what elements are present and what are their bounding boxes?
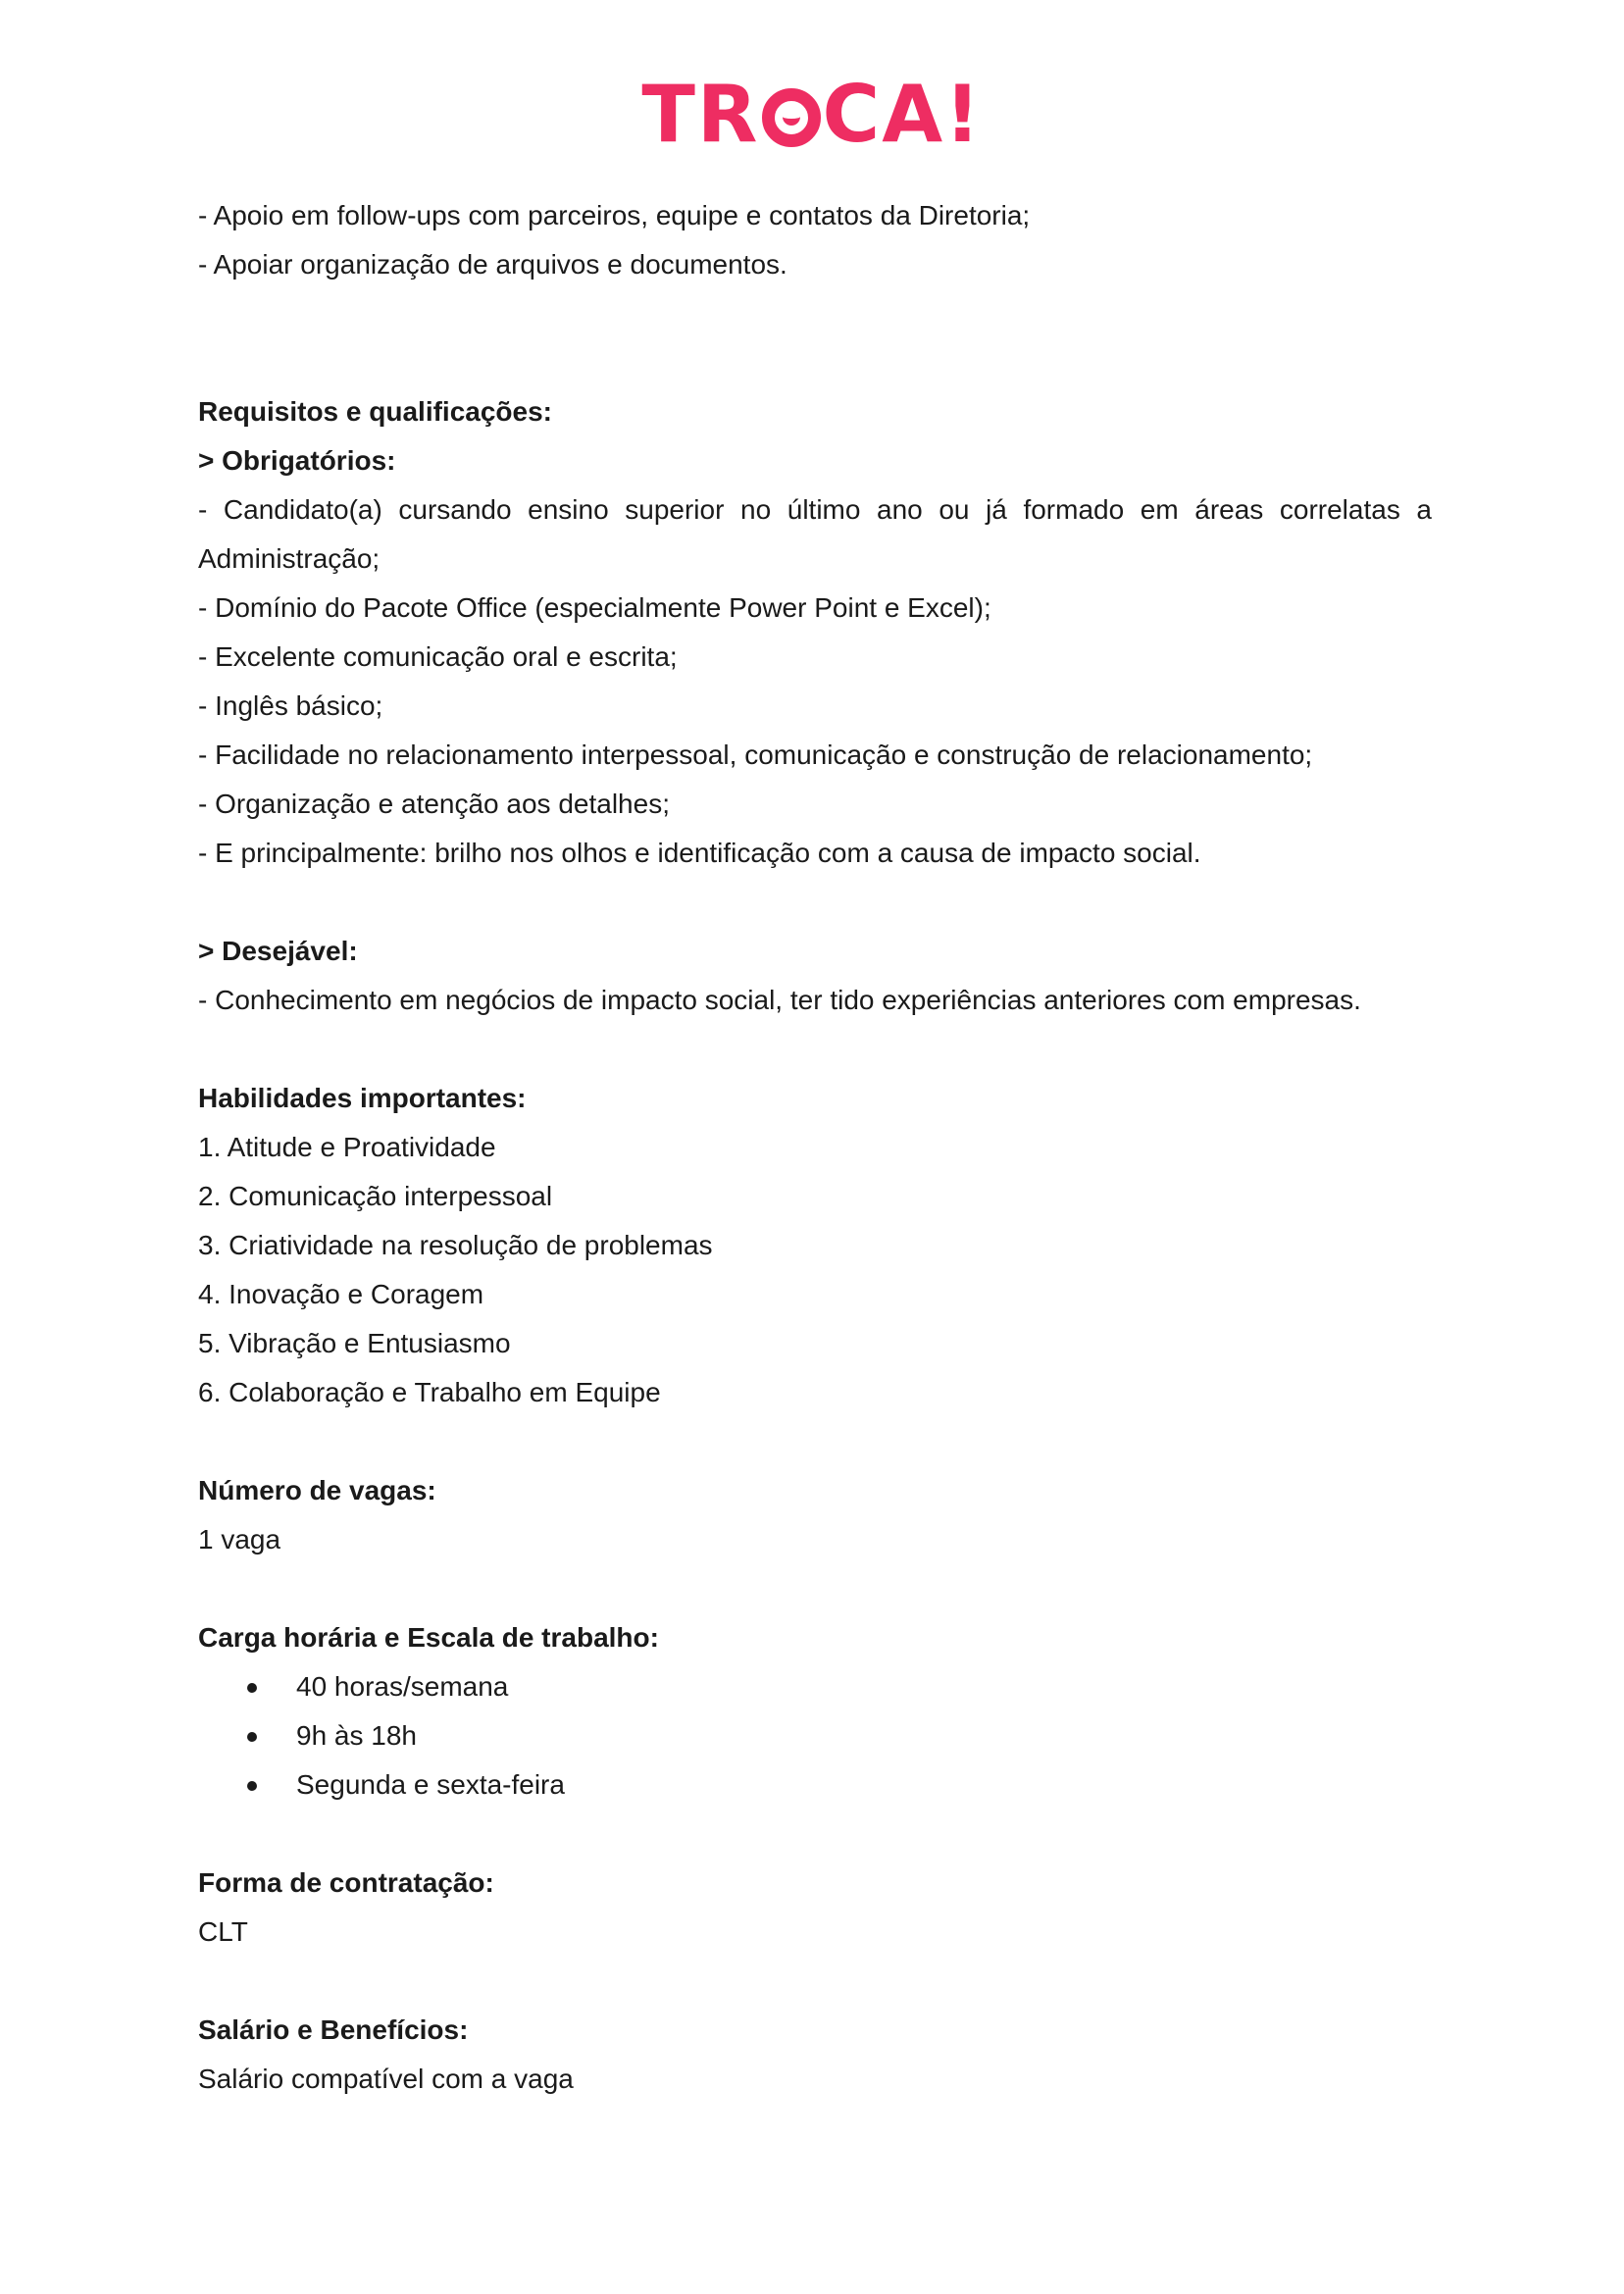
logo-text-start: TR [641, 69, 760, 160]
mandatory-item: - Inglês básico; [198, 690, 383, 721]
skill-item: 1. Atitude e Proatividade [198, 1132, 496, 1162]
bullet-icon [247, 1781, 257, 1791]
skill-item: 5. Vibração e Entusiasmo [198, 1328, 511, 1358]
schedule-heading: Carga horária e Escala de trabalho: [198, 1622, 659, 1653]
schedule-item: 9h às 18h [198, 1711, 1432, 1760]
bullet-icon [247, 1683, 257, 1693]
smile-o-icon [762, 88, 821, 147]
salary-value: Salário compatível com a vaga [198, 2064, 574, 2094]
intro-item: - Apoio em follow-ups com parceiros, equipe e contatos da Diretoria; [198, 200, 1031, 230]
contract-heading: Forma de contratação: [198, 1867, 494, 1898]
openings-value: 1 vaga [198, 1524, 281, 1555]
skill-item: 4. Inovação e Coragem [198, 1279, 484, 1309]
contract-value: CLT [198, 1916, 248, 1947]
skill-item: 2. Comunicação interpessoal [198, 1181, 553, 1211]
troca-logo [0, 71, 1624, 159]
desirable-item: - Conhecimento em negócios de impacto social, ter tido experiências anteriores com empresas. [198, 985, 1361, 1015]
skills-heading: Habilidades importantes: [198, 1083, 527, 1113]
intro-item: - Apoiar organização de arquivos e documentos. [198, 249, 787, 280]
salary-heading: Salário e Benefícios: [198, 2014, 469, 2045]
schedule-item: Segunda e sexta-feira [198, 1760, 1432, 1810]
mandatory-item: - Domínio do Pacote Office (especialmente Power Point e Excel); [198, 592, 991, 623]
mandatory-item: - E principalmente: brilho nos olhos e identificação com a causa de impacto social. [198, 838, 1201, 868]
mandatory-item: - Organização e atenção aos detalhes; [198, 789, 670, 819]
mandatory-item: - Candidato(a) cursando ensino superior no último ano ou já formado em áreas correlatas a [198, 494, 1432, 525]
schedule-list [198, 1662, 1432, 1810]
mandatory-item: Administração; [198, 543, 381, 574]
logo-text-end: CA! [822, 69, 983, 160]
bullet-icon [247, 1732, 257, 1742]
requirements-heading: Requisitos e qualificações: [198, 396, 552, 427]
skill-item: 3. Criatividade na resolução de problemas [198, 1230, 713, 1260]
mandatory-item: - Excelente comunicação oral e escrita; [198, 641, 678, 672]
desirable-heading: > Desejável: [198, 936, 358, 966]
logo-wordmark [641, 71, 982, 159]
openings-heading: Número de vagas: [198, 1475, 436, 1505]
skill-item: 6. Colaboração e Trabalho em Equipe [198, 1377, 661, 1407]
document-body [198, 191, 1432, 2104]
mandatory-item: - Facilidade no relacionamento interpessoal, comunicação e construção de relacionamento; [198, 739, 1313, 770]
schedule-item: 40 horas/semana [198, 1662, 1432, 1711]
mandatory-heading: > Obrigatórios: [198, 445, 396, 476]
